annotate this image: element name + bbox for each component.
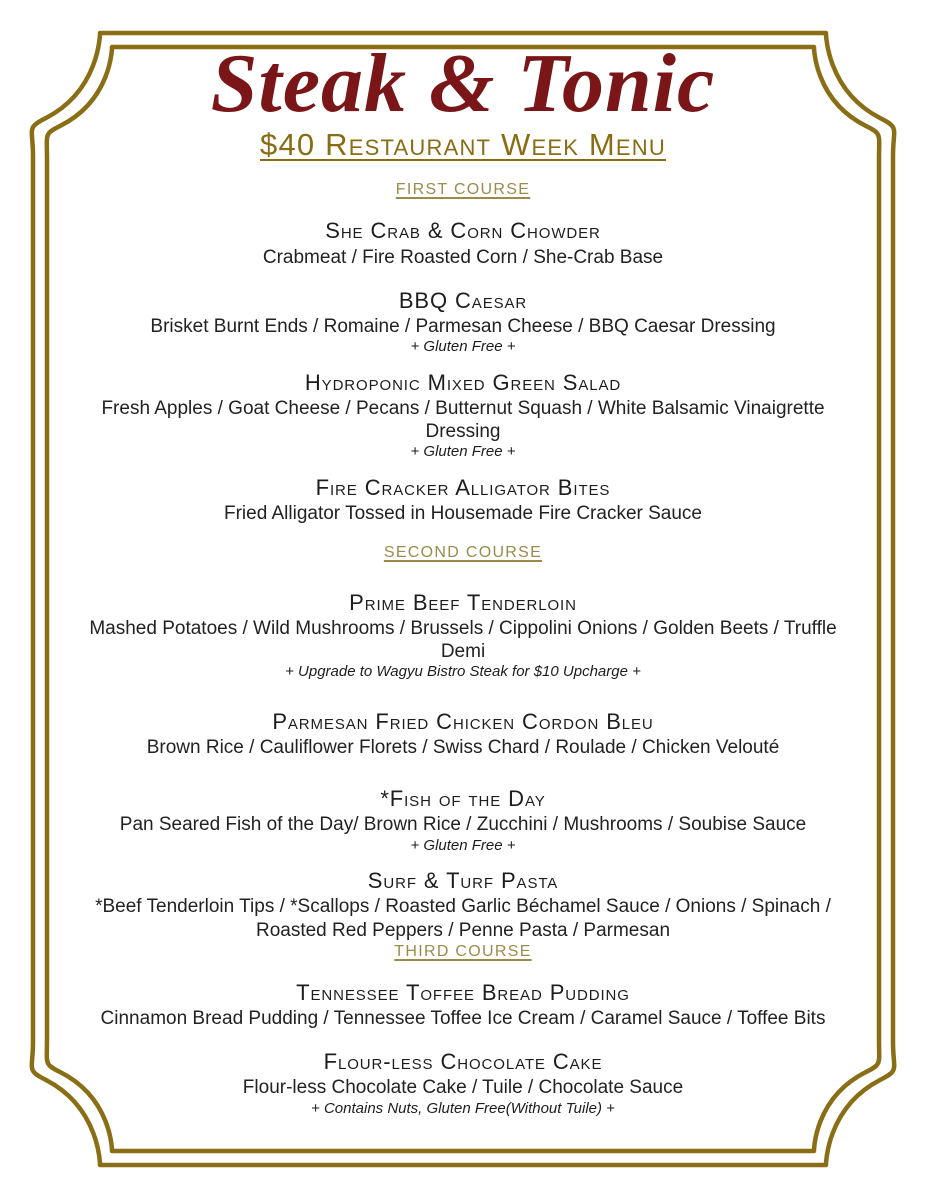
dish-item: [60, 785, 866, 855]
dish-description: Brown Rice / Cauliflower Florets / Swiss Chard / Roulade / Chicken Velouté: [146, 737, 780, 759]
dish-name: Fire Cracker Alligator Bites: [315, 475, 611, 501]
dish-name: Parmesan Fried Chicken Cordon Bleu: [272, 708, 654, 734]
dish-note: + Gluten Free +: [410, 443, 516, 461]
dish-description: Fresh Apples / Goat Cheese / Pecans / Butternut Squash / White Balsamic Vinaigrette Dressing: [101, 398, 825, 443]
dish-item: [60, 979, 866, 1030]
dish-description: Pan Seared Fish of the Day/ Brown Rice / Zucchini / Mushrooms / Soubise Sauce: [119, 814, 807, 836]
dish-name: *Fish of the Day: [380, 786, 546, 812]
restaurant-title: Steak & Tonic: [210, 37, 716, 130]
dish-description: Mashed Potatoes / Wild Mushrooms / Brussels / Cippolini Onions / Golden Beets / Truffle Demi: [89, 617, 837, 662]
menu-title: $40 Restaurant Week Menu: [260, 126, 666, 162]
dish-note: + Contains Nuts, Gluten Free(Without Tuile) +: [311, 1099, 615, 1117]
dish-description: Cinnamon Bread Pudding / Tennessee Toffee Ice Cream / Caramel Sauce / Toffee Bits: [100, 1008, 826, 1030]
menu-content: [60, 37, 866, 1118]
dish-name: She Crab & Corn Chowder: [325, 218, 601, 244]
course-heading-second: SECOND COURSE: [383, 544, 543, 562]
dish-item: [60, 867, 866, 942]
course-heading-third: THIRD COURSE: [394, 942, 532, 960]
dish-item: [60, 1048, 866, 1118]
dish-note: + Gluten Free +: [410, 836, 516, 854]
dish-description: Brisket Burnt Ends / Romaine / Parmesan Cheese / BBQ Caesar Dressing: [150, 315, 776, 337]
dish-item: [60, 369, 866, 462]
dish-description: Crabmeat / Fire Roasted Corn / She-Crab Base: [262, 246, 664, 268]
dish-item: [60, 708, 866, 759]
dish-name: Flour-less Chocolate Cake: [323, 1049, 603, 1075]
dish-name: Prime Beef Tenderloin: [349, 589, 577, 615]
course-heading-first: FIRST COURSE: [395, 181, 531, 199]
dish-item: [60, 474, 866, 525]
dish-note: + Upgrade to Wagyu Bistro Steak for $10 Upcharge +: [285, 663, 641, 681]
dish-description: Fried Alligator Tossed in Housemade Fire Cracker Sauce: [223, 503, 703, 525]
dish-name: BBQ Caesar: [398, 287, 528, 313]
dish-description: *Beef Tenderloin Tips / *Scallops / Roasted Garlic Béchamel Sauce / Onions / Spinach / Roasted Red Peppers / Penne Pasta / Parmesan: [95, 896, 831, 941]
dish-description: Flour-less Chocolate Cake / Tuile / Chocolate Sauce: [242, 1077, 684, 1099]
dish-item: [60, 287, 866, 357]
dish-item: [60, 217, 866, 268]
dish-item: [60, 589, 866, 682]
dish-note: + Gluten Free +: [410, 338, 516, 356]
dish-name: Tennessee Toffee Bread Pudding: [296, 979, 630, 1005]
dish-name: Hydroponic Mixed Green Salad: [304, 369, 622, 395]
dish-name: Surf & Turf Pasta: [367, 868, 559, 894]
